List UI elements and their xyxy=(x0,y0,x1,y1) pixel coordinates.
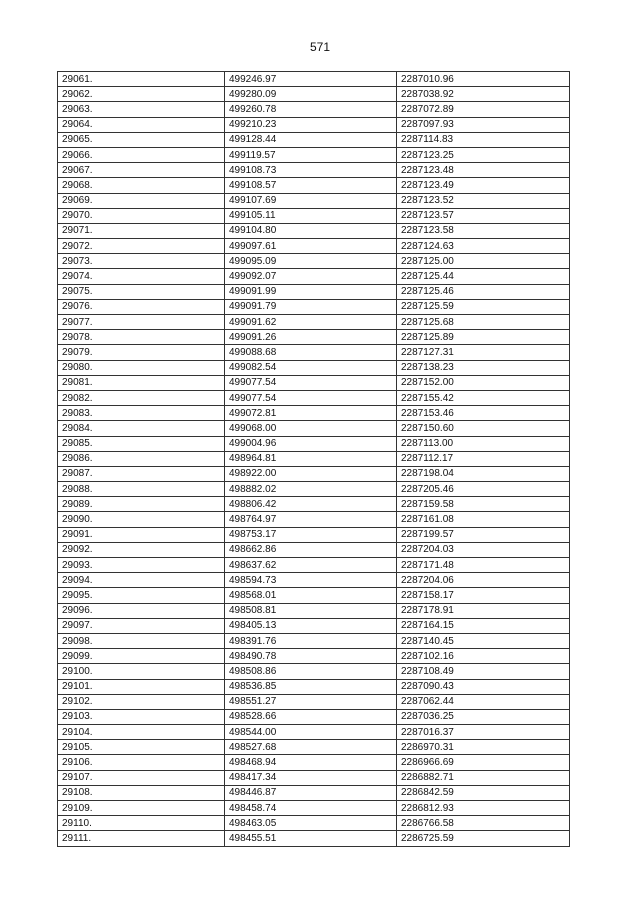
point-number-cell: 29103. xyxy=(58,709,225,724)
x-coordinate-cell: 499280.09 xyxy=(225,87,397,102)
table-row xyxy=(58,694,570,709)
x-coordinate-cell: 498764.97 xyxy=(225,512,397,527)
point-number-cell: 29090. xyxy=(58,512,225,527)
table-row xyxy=(58,72,570,87)
x-coordinate-cell: 498527.68 xyxy=(225,740,397,755)
y-coordinate-cell: 2286970.31 xyxy=(397,740,570,755)
point-number-cell: 29075. xyxy=(58,284,225,299)
point-number-cell: 29094. xyxy=(58,573,225,588)
x-coordinate-cell: 499128.44 xyxy=(225,132,397,147)
y-coordinate-cell: 2287123.58 xyxy=(397,223,570,238)
y-coordinate-cell: 2287204.06 xyxy=(397,573,570,588)
x-coordinate-cell: 499104.80 xyxy=(225,223,397,238)
table-row xyxy=(58,542,570,557)
x-coordinate-cell: 498468.94 xyxy=(225,755,397,770)
x-coordinate-cell: 498446.87 xyxy=(225,785,397,800)
point-number-cell: 29079. xyxy=(58,345,225,360)
table-row xyxy=(58,360,570,375)
table-row xyxy=(58,770,570,785)
y-coordinate-cell: 2287125.00 xyxy=(397,254,570,269)
point-number-cell: 29108. xyxy=(58,785,225,800)
table-row xyxy=(58,406,570,421)
table-row xyxy=(58,390,570,405)
y-coordinate-cell: 2287159.58 xyxy=(397,497,570,512)
y-coordinate-cell: 2287158.17 xyxy=(397,588,570,603)
point-number-cell: 29065. xyxy=(58,132,225,147)
point-number-cell: 29082. xyxy=(58,390,225,405)
point-number-cell: 29110. xyxy=(58,816,225,831)
point-number-cell: 29087. xyxy=(58,466,225,481)
x-coordinate-cell: 498922.00 xyxy=(225,466,397,481)
x-coordinate-cell: 498490.78 xyxy=(225,649,397,664)
x-coordinate-cell: 498594.73 xyxy=(225,573,397,588)
table-row xyxy=(58,193,570,208)
y-coordinate-cell: 2287016.37 xyxy=(397,725,570,740)
x-coordinate-cell: 499260.78 xyxy=(225,102,397,117)
x-coordinate-cell: 499091.62 xyxy=(225,315,397,330)
x-coordinate-cell: 499072.81 xyxy=(225,406,397,421)
point-number-cell: 29063. xyxy=(58,102,225,117)
x-coordinate-cell: 498405.13 xyxy=(225,618,397,633)
point-number-cell: 29101. xyxy=(58,679,225,694)
point-number-cell: 29106. xyxy=(58,755,225,770)
table-row xyxy=(58,254,570,269)
y-coordinate-cell: 2287123.52 xyxy=(397,193,570,208)
point-number-cell: 29081. xyxy=(58,375,225,390)
point-number-cell: 29098. xyxy=(58,633,225,648)
point-number-cell: 29068. xyxy=(58,178,225,193)
y-coordinate-cell: 2287038.92 xyxy=(397,87,570,102)
point-number-cell: 29095. xyxy=(58,588,225,603)
y-coordinate-cell: 2287153.46 xyxy=(397,406,570,421)
point-number-cell: 29064. xyxy=(58,117,225,132)
point-number-cell: 29074. xyxy=(58,269,225,284)
table-row xyxy=(58,345,570,360)
y-coordinate-cell: 2287178.91 xyxy=(397,603,570,618)
y-coordinate-cell: 2287010.96 xyxy=(397,72,570,87)
point-number-cell: 29109. xyxy=(58,801,225,816)
table-row xyxy=(58,831,570,846)
x-coordinate-cell: 499004.96 xyxy=(225,436,397,451)
table-row xyxy=(58,269,570,284)
x-coordinate-cell: 498508.81 xyxy=(225,603,397,618)
table-row xyxy=(58,740,570,755)
y-coordinate-cell: 2287036.25 xyxy=(397,709,570,724)
x-coordinate-cell: 498508.86 xyxy=(225,664,397,679)
x-coordinate-cell: 499091.26 xyxy=(225,330,397,345)
y-coordinate-cell: 2286812.93 xyxy=(397,801,570,816)
point-number-cell: 29083. xyxy=(58,406,225,421)
x-coordinate-cell: 499092.07 xyxy=(225,269,397,284)
x-coordinate-cell: 499119.57 xyxy=(225,147,397,162)
x-coordinate-cell: 499077.54 xyxy=(225,375,397,390)
coordinates-table-body xyxy=(58,72,570,847)
y-coordinate-cell: 2287097.93 xyxy=(397,117,570,132)
point-number-cell: 29100. xyxy=(58,664,225,679)
x-coordinate-cell: 498753.17 xyxy=(225,527,397,542)
point-number-cell: 29080. xyxy=(58,360,225,375)
table-row xyxy=(58,178,570,193)
x-coordinate-cell: 498806.42 xyxy=(225,497,397,512)
table-row xyxy=(58,330,570,345)
table-row xyxy=(58,801,570,816)
table-row xyxy=(58,618,570,633)
table-row xyxy=(58,421,570,436)
point-number-cell: 29067. xyxy=(58,163,225,178)
point-number-cell: 29062. xyxy=(58,87,225,102)
x-coordinate-cell: 498455.51 xyxy=(225,831,397,846)
y-coordinate-cell: 2287125.59 xyxy=(397,299,570,314)
y-coordinate-cell: 2287155.42 xyxy=(397,390,570,405)
table-row xyxy=(58,633,570,648)
x-coordinate-cell: 498463.05 xyxy=(225,816,397,831)
y-coordinate-cell: 2287123.48 xyxy=(397,163,570,178)
y-coordinate-cell: 2286882.71 xyxy=(397,770,570,785)
point-number-cell: 29091. xyxy=(58,527,225,542)
x-coordinate-cell: 499077.54 xyxy=(225,390,397,405)
point-number-cell: 29086. xyxy=(58,451,225,466)
point-number-cell: 29070. xyxy=(58,208,225,223)
point-number-cell: 29084. xyxy=(58,421,225,436)
y-coordinate-cell: 2287205.46 xyxy=(397,482,570,497)
table-row xyxy=(58,709,570,724)
point-number-cell: 29089. xyxy=(58,497,225,512)
table-row xyxy=(58,466,570,481)
y-coordinate-cell: 2287072.89 xyxy=(397,102,570,117)
table-row xyxy=(58,512,570,527)
coordinates-table xyxy=(57,71,570,847)
table-row xyxy=(58,208,570,223)
table-row xyxy=(58,284,570,299)
table-row xyxy=(58,102,570,117)
point-number-cell: 29071. xyxy=(58,223,225,238)
table-row xyxy=(58,223,570,238)
y-coordinate-cell: 2287062.44 xyxy=(397,694,570,709)
point-number-cell: 29105. xyxy=(58,740,225,755)
point-number-cell: 29102. xyxy=(58,694,225,709)
table-row xyxy=(58,87,570,102)
y-coordinate-cell: 2287150.60 xyxy=(397,421,570,436)
x-coordinate-cell: 498637.62 xyxy=(225,558,397,573)
x-coordinate-cell: 499091.99 xyxy=(225,284,397,299)
x-coordinate-cell: 498568.01 xyxy=(225,588,397,603)
y-coordinate-cell: 2287123.49 xyxy=(397,178,570,193)
y-coordinate-cell: 2287198.04 xyxy=(397,466,570,481)
y-coordinate-cell: 2286766.58 xyxy=(397,816,570,831)
x-coordinate-cell: 499097.61 xyxy=(225,239,397,254)
table-row xyxy=(58,725,570,740)
point-number-cell: 29073. xyxy=(58,254,225,269)
table-row xyxy=(58,679,570,694)
table-row xyxy=(58,299,570,314)
table-row xyxy=(58,163,570,178)
x-coordinate-cell: 498544.00 xyxy=(225,725,397,740)
y-coordinate-cell: 2287125.89 xyxy=(397,330,570,345)
y-coordinate-cell: 2287125.46 xyxy=(397,284,570,299)
y-coordinate-cell: 2287112.17 xyxy=(397,451,570,466)
y-coordinate-cell: 2287204.03 xyxy=(397,542,570,557)
y-coordinate-cell: 2286966.69 xyxy=(397,755,570,770)
x-coordinate-cell: 499095.09 xyxy=(225,254,397,269)
table-row xyxy=(58,239,570,254)
table-row xyxy=(58,785,570,800)
x-coordinate-cell: 499068.00 xyxy=(225,421,397,436)
y-coordinate-cell: 2287161.08 xyxy=(397,512,570,527)
x-coordinate-cell: 498882.02 xyxy=(225,482,397,497)
point-number-cell: 29061. xyxy=(58,72,225,87)
x-coordinate-cell: 499082.54 xyxy=(225,360,397,375)
point-number-cell: 29076. xyxy=(58,299,225,314)
y-coordinate-cell: 2286725.59 xyxy=(397,831,570,846)
y-coordinate-cell: 2287171.48 xyxy=(397,558,570,573)
point-number-cell: 29077. xyxy=(58,315,225,330)
table-row xyxy=(58,649,570,664)
point-number-cell: 29097. xyxy=(58,618,225,633)
page-number: 571 xyxy=(309,40,331,54)
y-coordinate-cell: 2287127.31 xyxy=(397,345,570,360)
x-coordinate-cell: 498458.74 xyxy=(225,801,397,816)
table-row xyxy=(58,558,570,573)
table-row xyxy=(58,588,570,603)
point-number-cell: 29107. xyxy=(58,770,225,785)
y-coordinate-cell: 2287125.68 xyxy=(397,315,570,330)
y-coordinate-cell: 2286842.59 xyxy=(397,785,570,800)
x-coordinate-cell: 499246.97 xyxy=(225,72,397,87)
y-coordinate-cell: 2287114.83 xyxy=(397,132,570,147)
y-coordinate-cell: 2287090.43 xyxy=(397,679,570,694)
table-row xyxy=(58,315,570,330)
point-number-cell: 29111. xyxy=(58,831,225,846)
x-coordinate-cell: 499108.73 xyxy=(225,163,397,178)
y-coordinate-cell: 2287125.44 xyxy=(397,269,570,284)
x-coordinate-cell: 498528.66 xyxy=(225,709,397,724)
point-number-cell: 29069. xyxy=(58,193,225,208)
table-row xyxy=(58,451,570,466)
x-coordinate-cell: 499105.11 xyxy=(225,208,397,223)
table-row xyxy=(58,603,570,618)
y-coordinate-cell: 2287164.15 xyxy=(397,618,570,633)
point-number-cell: 29096. xyxy=(58,603,225,618)
point-number-cell: 29099. xyxy=(58,649,225,664)
table-row xyxy=(58,482,570,497)
table-row xyxy=(58,497,570,512)
y-coordinate-cell: 2287152.00 xyxy=(397,375,570,390)
y-coordinate-cell: 2287113.00 xyxy=(397,436,570,451)
point-number-cell: 29066. xyxy=(58,147,225,162)
x-coordinate-cell: 498662.86 xyxy=(225,542,397,557)
y-coordinate-cell: 2287123.57 xyxy=(397,208,570,223)
table-row xyxy=(58,816,570,831)
x-coordinate-cell: 498417.34 xyxy=(225,770,397,785)
table-row xyxy=(58,375,570,390)
x-coordinate-cell: 499210.23 xyxy=(225,117,397,132)
x-coordinate-cell: 499088.68 xyxy=(225,345,397,360)
y-coordinate-cell: 2287199.57 xyxy=(397,527,570,542)
y-coordinate-cell: 2287140.45 xyxy=(397,633,570,648)
y-coordinate-cell: 2287124.63 xyxy=(397,239,570,254)
x-coordinate-cell: 498391.76 xyxy=(225,633,397,648)
x-coordinate-cell: 499107.69 xyxy=(225,193,397,208)
y-coordinate-cell: 2287108.49 xyxy=(397,664,570,679)
y-coordinate-cell: 2287123.25 xyxy=(397,147,570,162)
table-row xyxy=(58,117,570,132)
x-coordinate-cell: 499108.57 xyxy=(225,178,397,193)
table-row xyxy=(58,664,570,679)
point-number-cell: 29088. xyxy=(58,482,225,497)
x-coordinate-cell: 498536.85 xyxy=(225,679,397,694)
point-number-cell: 29085. xyxy=(58,436,225,451)
table-row xyxy=(58,436,570,451)
table-row xyxy=(58,527,570,542)
x-coordinate-cell: 498964.81 xyxy=(225,451,397,466)
point-number-cell: 29092. xyxy=(58,542,225,557)
table-row xyxy=(58,755,570,770)
table-row xyxy=(58,132,570,147)
table-row xyxy=(58,147,570,162)
x-coordinate-cell: 499091.79 xyxy=(225,299,397,314)
point-number-cell: 29078. xyxy=(58,330,225,345)
x-coordinate-cell: 498551.27 xyxy=(225,694,397,709)
point-number-cell: 29072. xyxy=(58,239,225,254)
point-number-cell: 29093. xyxy=(58,558,225,573)
table-row xyxy=(58,573,570,588)
y-coordinate-cell: 2287138.23 xyxy=(397,360,570,375)
point-number-cell: 29104. xyxy=(58,725,225,740)
y-coordinate-cell: 2287102.16 xyxy=(397,649,570,664)
